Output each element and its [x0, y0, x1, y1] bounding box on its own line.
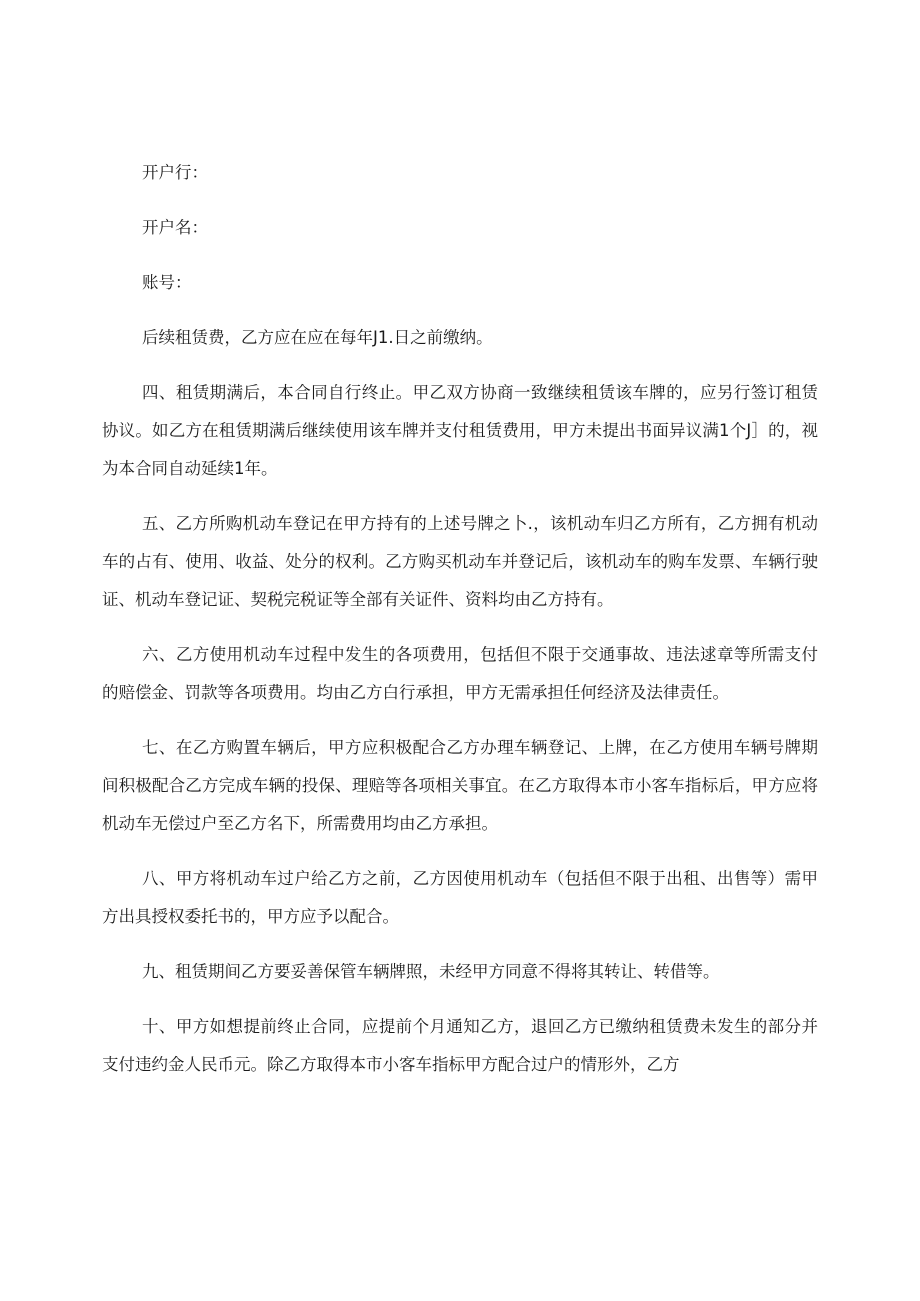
document-body [102, 154, 818, 1101]
clause-7-paragraph: 七、在乙方购置车辆后，甲方应积极配合乙方办理车辆登记、上牌，在乙方使用车辆号牌期间积极配合乙方完成车辆的投保、理赔等各项相关事宜。在乙方取得本市小客车指标后，甲方应将机动车无偿过户至乙方名下，所需费用均由乙方承担。 [102, 738, 818, 833]
clause-9-paragraph: 九、租赁期间乙方要妥善保管车辆牌照，未经甲方同意不得将其转让、转借等。 [142, 962, 720, 981]
bank-name-line: 开户行： [142, 163, 208, 182]
clause-6-paragraph: 六、乙方使用机动车过程中发生的各项费用，包括但不限于交通事故、违法逑章等所需支付的赔偿金、罚款等各项费用。均由乙方白行承担，甲方无需承担任何经济及法律责任。 [102, 645, 818, 702]
rent-payment-paragraph: 后续租赁费，乙方应在应在每年J1.日之前缴纳。 [142, 328, 493, 347]
clause-4-paragraph: 四、租赁期满后，本合同自行终止。甲乙双方协商一致继续租赁该车牌的，应另行签订租赁协议。如乙方在租赁期满后继续使用该车牌并支付租赁费用，甲方未提出书面异议满1个J］的，视为本合同自动延续1年。 [102, 383, 818, 478]
account-name-line: 开户名： [142, 218, 208, 237]
clause-10-paragraph: 十、甲方如想提前终止合同，应提前个月通知乙方，退回乙方已缴纳租赁费未发生的部分并支付违约金人民币元。除乙方取得本市小客车指标甲方配合过户的情形外，乙方 [102, 1017, 818, 1074]
clause-8-paragraph: 八、甲方将机动车过户给乙方之前，乙方因使用机动车（包括但不限于出租、出售等）需甲方出具授权委托书的，甲方应予以配合。 [102, 869, 818, 926]
clause-5-paragraph: 五、乙方所购机动车登记在甲方持有的上述号牌之卜.，该机动车归乙方所有，乙方拥有机动车的占有、使用、收益、处分的权利。乙方购买机动车并登记后，该机动车的购车发票、车辆行驶证、机动车登记证、契税完税证等全部有关证件、资料均由乙方持有。 [102, 514, 818, 609]
account-number-line: 账号： [142, 273, 192, 292]
